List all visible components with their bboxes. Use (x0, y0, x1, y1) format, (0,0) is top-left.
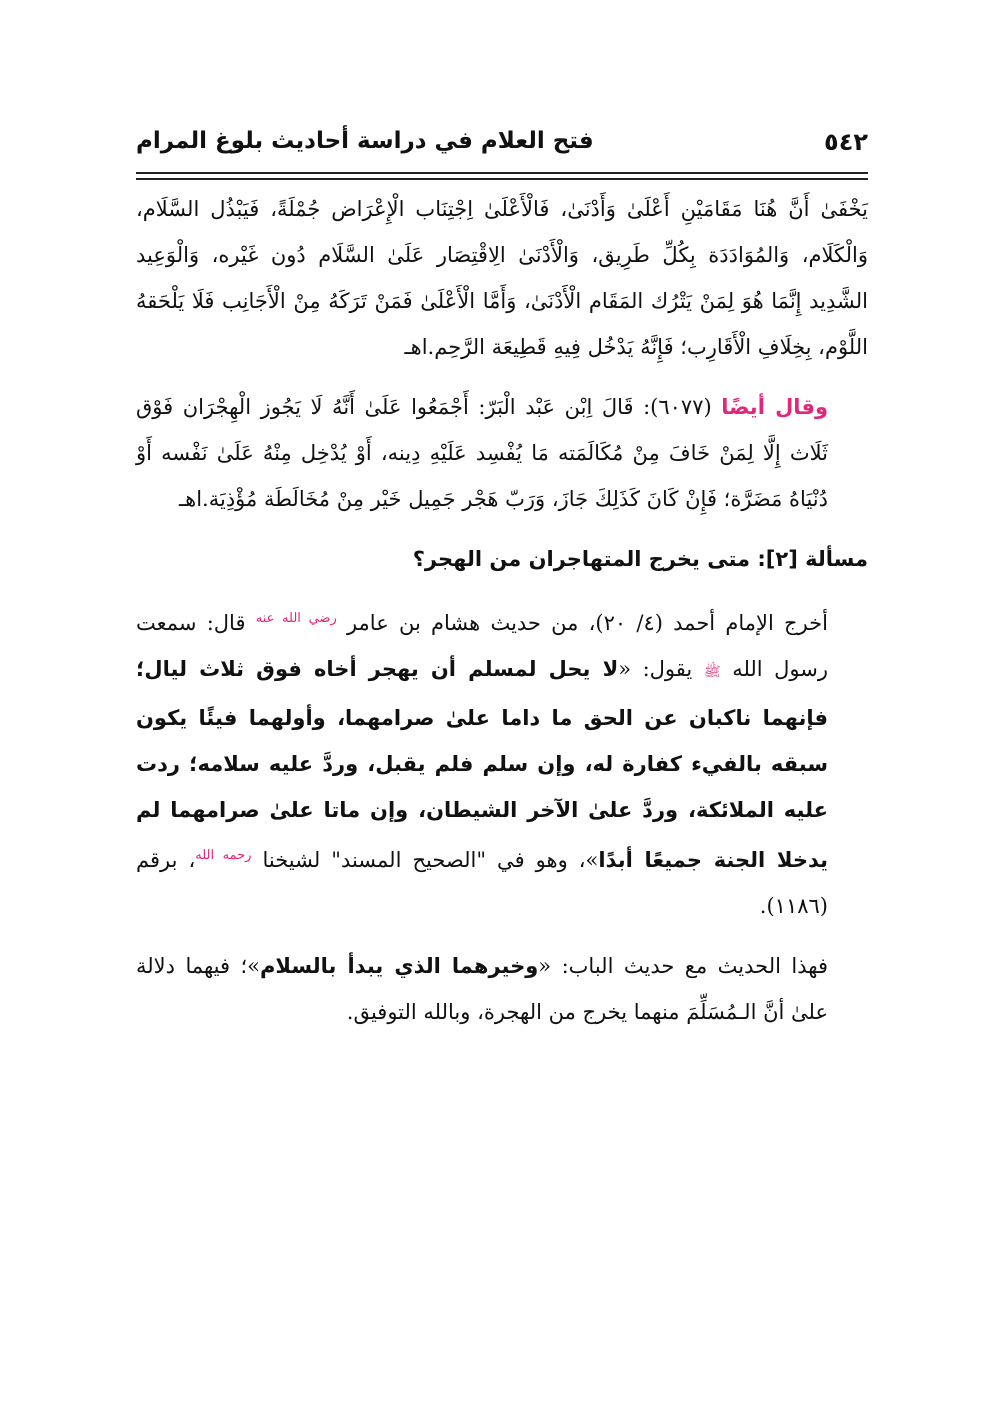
honorific-seal-salla: ﷺ (703, 664, 721, 680)
paragraph-commentary (136, 186, 868, 370)
paragraph-gap (136, 582, 868, 596)
paragraph-lead-label: وقال أيضًا (721, 395, 828, 419)
hadith-intro-text-2: قال: سمعت رسول الله (136, 611, 828, 681)
conclusion-text-2: »؛ فيهما دلالة علىٰ أنَّ الـمُسَلِّمَ منهما يخرج من الهجرة، وبالله التوفيق. (136, 954, 828, 1024)
header-rule-bottom (136, 178, 868, 180)
paragraph-hadith (136, 596, 868, 929)
paragraph-ibn-abd-al-barr-text: (٦٠٧٧): قَالَ اِبْن عَبْد الْبَرّ: أَجْمَعُوا عَلَىٰ أَنَّهُ لَا يَجُوز الْهِجْرَان فَوْق ثَلَاث إِلَّا لِمَنْ خَافَ مِنْ مُكَالَمَته مَا يُفْسِد عَلَيْهِ دِينه، أَوْ يُدْخِل مِنْهُ عَلَىٰ نَفْسه أَوْ دُنْيَاهُ مَضَرَّة؛ فَإِنْ كَانَ كَذَلِكَ جَازَ، وَرَبّ هَجْر جَمِيل خَيْر مِنْ مُخَالَطَة مُؤْذِيَة.اهـ (136, 395, 828, 511)
hadith-text: لا يحل لمسلم أن يهجر أخاه فوق ثلاث ليال؛ فإنهما ناكبان عن الحق ما داما علىٰ صرامهما، وأولهما فيئًا يكون سبقه بالفيء كفارة له، وإن سلم فلم يقبل، وردَّ عليه سلامه؛ ردت عليه الملائكة، وردَّ علىٰ الآخر الشيطان، وإن ماتا علىٰ صرامهما لم يدخلا الجنة جميعًا أبدًا (136, 657, 828, 872)
hadith-intro-text: أخرج الإمام أحمد (٤/ ٢٠)، من حديث هشام بن عامر (346, 611, 828, 635)
conclusion-text: فهذا الحديث مع حديث الباب: « (538, 954, 828, 978)
book-title: فتح العلام في دراسة أحاديث بلوغ المرام (136, 128, 594, 154)
section-heading: مسألة [٢]: متى يخرج المتهاجران من الهجر؟ (412, 547, 868, 571)
conclusion-quote: وخيرهما الذي يبدأ بالسلام (260, 954, 539, 978)
honorific-seal-radiallahu: رضي الله عنه (255, 611, 337, 626)
paragraph-gap (136, 929, 868, 943)
paragraph-ibn-abd-al-barr (136, 384, 868, 522)
hadith-source-text: »، وهو في "الصحيح المسند" لشيخنا (251, 848, 599, 872)
page-header (136, 128, 868, 162)
honorific-seal-rahimahullah: رحمه الله (195, 848, 252, 863)
page-number: ٥٤٢ (824, 128, 868, 156)
hadith-reference: ، برقم (١١٨٦). (136, 848, 828, 918)
hadith-intro-text-3: يقول: « (618, 657, 704, 681)
header-rule-top (136, 172, 868, 174)
paragraph-gap (136, 522, 868, 536)
paragraph-conclusion (136, 943, 868, 1035)
paragraph-commentary-text: يَخْفَىٰ أَنَّ هُنَا مَقَامَيْنِ أَعْلَىٰ وَأَدْنَىٰ، فَالْأَعْلَىٰ اِجْتِنَاب الْإِعْرَاض جُمْلَةً، فَيَبْذُل السَّلَام، وَالْكَلَام، وَالمُوَادَدَة بِكُلِّ طَرِيق، وَالْأَدْنَىٰ الِاقْتِصَار عَلَىٰ السَّلَام دُون غَيْره، وَالْوَعِيد الشَّدِيد إِنَّمَا هُوَ لِمَنْ يَتْرُك المَقَام الْأَدْنَىٰ، وَأَمَّا الْأَعْلَىٰ فَمَنْ تَرَكَهُ مِنْ الْأَجَانِب فَلَا يَلْحَقهُ اللَّوْم، بِخِلَافِ الْأَقَارِب؛ فَإِنَّهُ يَدْخُل فِيهِ قَطِيعَة الرَّحِم.اهـ (136, 197, 868, 359)
paragraph-gap (136, 370, 868, 384)
page-body (136, 186, 868, 1035)
